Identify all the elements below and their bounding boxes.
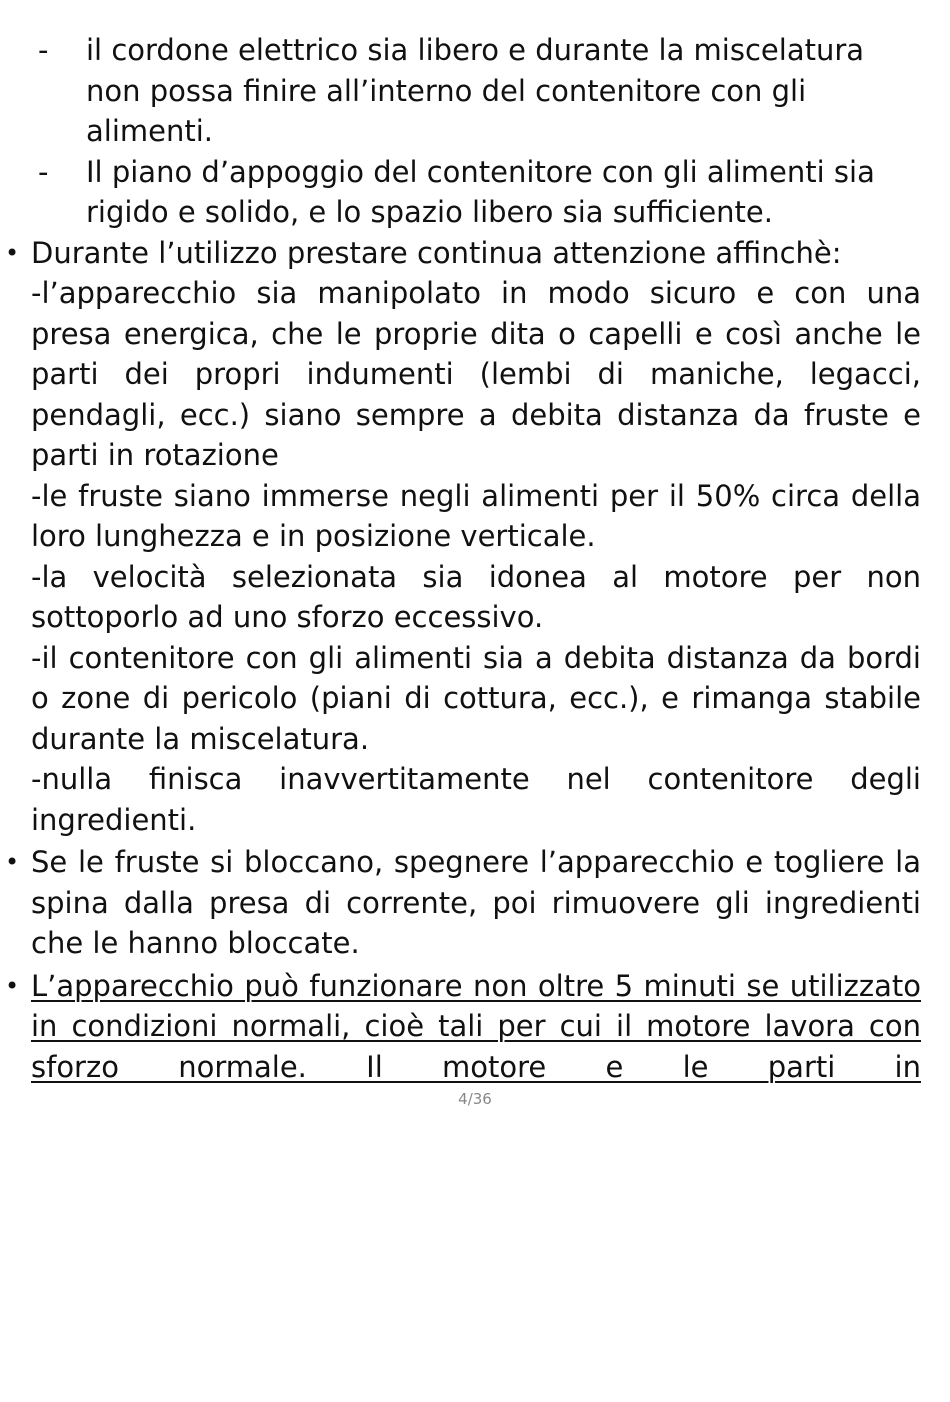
bullet-marker: • [5,238,20,267]
dash-marker: - [38,154,49,189]
document-page [0,30,950,1087]
bullet-item-blocked-whisks [5,842,921,964]
dash-list-item [38,152,906,233]
paragraph-whisks-immersed: -le fruste siano immerse negli alimenti per il 50% circa della loro lunghezza e in posizione verticale. [31,478,921,553]
bullet-text: Se le fruste si bloccano, spegnere l’apparecchio e togliere la spina dalla presa di corrente, poi rimuovere gli ingredienti che le hanno bloccate. [31,845,921,960]
dash-marker: - [38,33,49,67]
bullet-text-underlined: L’apparecchio può funzionare non oltre 5 minuti se utilizzato in condizioni normali, cioè tali per cui il motore lavora con sforzo normale. Il motore e le parti in [31,968,921,1084]
paragraph-nothing-falls: -nulla finisca inavvertitamente nel contenitore degli ingredienti. [31,762,921,837]
paragraph-container-position: -il contenitore con gli alimenti sia a debita distanza da bordi o zone di pericolo (piani di cottura, ecc.), e rimanga stabile durante la miscelatura. [31,640,921,756]
bullet-marker: • [5,848,20,876]
dash-item-text: il cordone elettrico sia libero e durante la miscelatura non possa finire all’interno del contenitore con gli alimenti. [86,33,865,148]
bullet-intro-text: Durante l’utilizzo prestare continua attenzione affinchè: [31,235,842,270]
bullet-marker: • [5,971,20,1000]
bullet-item-attention [5,233,921,841]
dash-list-item [38,30,906,152]
bullet-item-operating-time [5,966,921,1088]
page-number: 4/36 [458,1090,492,1108]
paragraph-speed: -la velocità selezionata sia idonea al motore per non sottoporlo ad uno sforzo eccessivo. [31,559,921,634]
dash-item-text: Il piano d’appoggio del contenitore con gli alimenti sia rigido e solido, e lo spazio libero sia sufficiente. [86,154,875,229]
paragraph-handling: -l’apparecchio sia manipolato in modo sicuro e con una presa energica, che le proprie dita o capelli e così anche le parti dei propri indumenti (lembi di maniche, legacci, pendagli, ecc.) siano sempre a debita distanza da fruste e parti in rotazione [31,276,921,472]
